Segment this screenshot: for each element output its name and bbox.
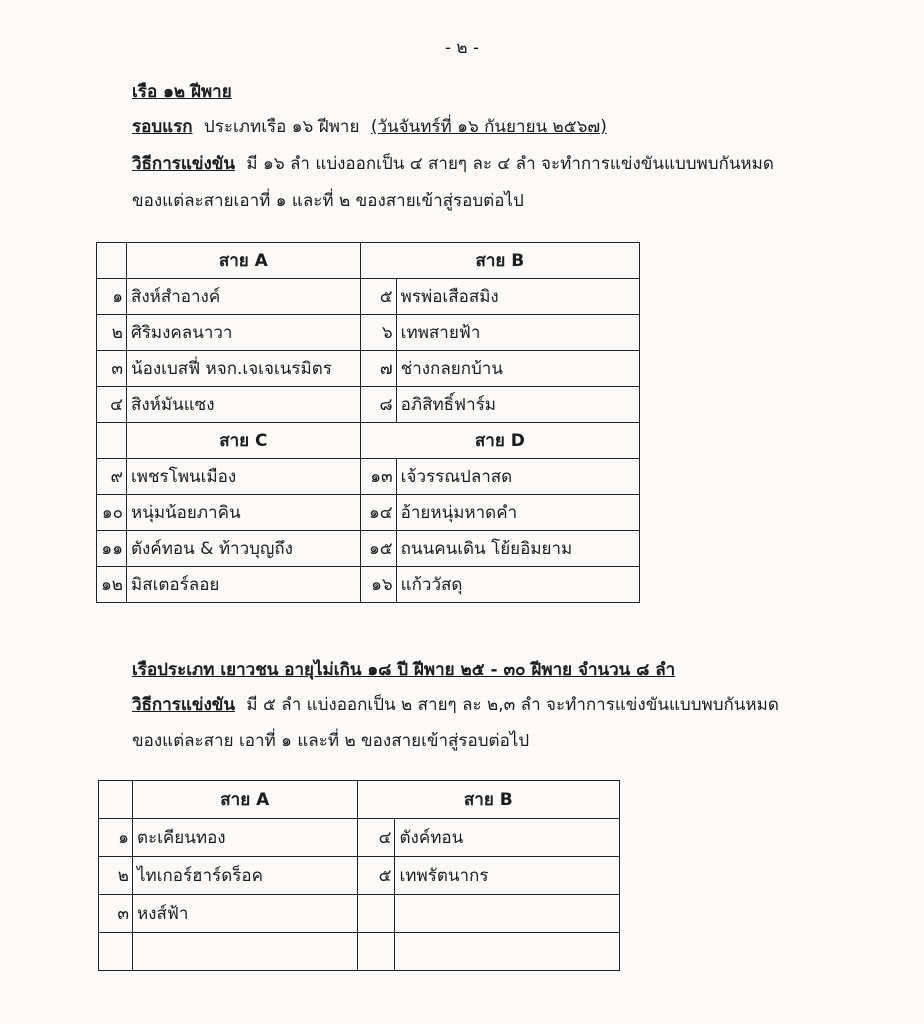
- group-left-header: สาย A: [127, 243, 361, 279]
- right-number: ๗: [360, 351, 396, 387]
- method-text: มี ๕ ลำ แบ่งออกเป็น ๒ สายๆ ละ ๒,๓ ลำ จะทำการแข่งขันแบบพบกันหมด: [246, 695, 779, 715]
- group-header-row: [97, 243, 640, 279]
- table-row: [97, 495, 640, 531]
- right-number: [357, 895, 395, 933]
- left-number: ๙: [97, 459, 127, 495]
- left-boat-name: ตังค์ทอน & ท้าวบุญถึง: [127, 531, 361, 567]
- left-number: ๒: [97, 315, 127, 351]
- right-boat-name: เทพรัตนากร: [395, 857, 620, 895]
- table-row: [97, 531, 640, 567]
- right-number: ๕: [357, 857, 395, 895]
- section1-round-line: [132, 113, 607, 140]
- table-row: [97, 387, 640, 423]
- method-label: วิธีการแข่งขัน: [132, 154, 236, 174]
- right-boat-name: เทพสายฟ้า: [396, 315, 639, 351]
- left-boat-name: [132, 933, 357, 971]
- round-date: (วันจันทร์ที่ ๑๖ กันยายน ๒๕๖๗): [370, 117, 607, 137]
- table-row: [97, 315, 640, 351]
- left-boat-name: ไทเกอร์ฮาร์ดร็อค: [132, 857, 357, 895]
- left-number: ๑๐: [97, 495, 127, 531]
- table-row: [97, 279, 640, 315]
- section2-table: [98, 780, 620, 971]
- section1-title: เรือ ๑๒ ฝีพาย: [132, 82, 232, 102]
- left-number: ๓: [97, 351, 127, 387]
- right-number: ๑๔: [360, 495, 396, 531]
- left-number: ๒: [99, 857, 133, 895]
- page-number: - ๒ -: [444, 38, 480, 58]
- round-type: ประเภทเรือ ๑๖ ฝีพาย: [203, 117, 360, 137]
- left-number: ๓: [99, 895, 133, 933]
- method-text: มี ๑๖ ลำ แบ่งออกเป็น ๔ สายๆ ละ ๔ ลำ จะทำการแข่งขันแบบพบกันหมด: [246, 154, 774, 174]
- method-label: วิธีการแข่งขัน: [132, 695, 236, 715]
- left-boat-name: น้องเบสฟี่ หจก.เจเจเนรมิตร: [127, 351, 361, 387]
- section2-method-line: [132, 691, 779, 718]
- section1-method-line2: ของแต่ละสายเอาที่ ๑ และที่ ๒ ของสายเข้าสู่รอบต่อไป: [132, 191, 524, 211]
- group-left-header: สาย A: [132, 781, 357, 819]
- right-number: ๖: [360, 315, 396, 351]
- right-boat-name: ช่างกลยกบ้าน: [396, 351, 639, 387]
- left-boat-name: ศิริมงคลนาวา: [127, 315, 361, 351]
- left-boat-name: มิสเตอร์ลอย: [127, 567, 361, 603]
- table-row: [97, 567, 640, 603]
- right-number: ๑๓: [360, 459, 396, 495]
- section2-method-line2: ของแต่ละสาย เอาที่ ๑ และที่ ๒ ของสายเข้าสู่รอบต่อไป: [132, 731, 530, 751]
- right-boat-name: [395, 895, 620, 933]
- left-number: [99, 933, 133, 971]
- right-number: ๑๕: [360, 531, 396, 567]
- left-number: ๑: [97, 279, 127, 315]
- table-row: [99, 933, 620, 971]
- section1-method-line: [132, 150, 774, 177]
- left-number: ๔: [97, 387, 127, 423]
- left-boat-name: สิงห์มันแซง: [127, 387, 361, 423]
- section2-title: เรือประเภท เยาวชน อายุไม่เกิน ๑๘ ปี ฝีพาย ๒๕ - ๓๐ ฝีพาย จำนวน ๘ ลำ: [132, 660, 676, 680]
- left-boat-name: สิงห์สำอางค์: [127, 279, 361, 315]
- right-boat-name: อ้ายหนุ่มหาดคำ: [396, 495, 639, 531]
- right-boat-name: เจ้วรรณปลาสด: [396, 459, 639, 495]
- right-number: ๑๖: [360, 567, 396, 603]
- round-label: รอบแรก: [132, 117, 193, 137]
- header-blank-cell: [97, 423, 127, 459]
- right-boat-name: แก้ววัสดุ: [396, 567, 639, 603]
- left-boat-name: หงส์ฟ้า: [132, 895, 357, 933]
- table-row: [99, 857, 620, 895]
- table-row: [99, 895, 620, 933]
- left-number: ๑: [99, 819, 133, 857]
- right-boat-name: อภิสิทธิ์ฟาร์ม: [396, 387, 639, 423]
- table-row: [97, 459, 640, 495]
- group-right-header: สาย B: [360, 243, 639, 279]
- left-number: ๑๒: [97, 567, 127, 603]
- right-number: ๔: [357, 819, 395, 857]
- group-header-row: [99, 781, 620, 819]
- header-blank-cell: [97, 243, 127, 279]
- table-row: [97, 351, 640, 387]
- right-boat-name: [395, 933, 620, 971]
- right-boat-name: ถนนคนเดิน โย้ยอิมยาม: [396, 531, 639, 567]
- section1-table: [96, 242, 640, 603]
- left-boat-name: เพชรโพนเมือง: [127, 459, 361, 495]
- group-right-header: สาย D: [360, 423, 639, 459]
- left-boat-name: ตะเคียนทอง: [132, 819, 357, 857]
- right-boat-name: พรพ่อเสือสมิง: [396, 279, 639, 315]
- right-number: [357, 933, 395, 971]
- group-left-header: สาย C: [127, 423, 361, 459]
- group-header-row: [97, 423, 640, 459]
- left-number: ๑๑: [97, 531, 127, 567]
- header-blank-cell: [99, 781, 133, 819]
- right-boat-name: ตังค์ทอน: [395, 819, 620, 857]
- group-right-header: สาย B: [357, 781, 619, 819]
- right-number: ๕: [360, 279, 396, 315]
- right-number: ๘: [360, 387, 396, 423]
- left-boat-name: หนุ่มน้อยภาคิน: [127, 495, 361, 531]
- table-row: [99, 819, 620, 857]
